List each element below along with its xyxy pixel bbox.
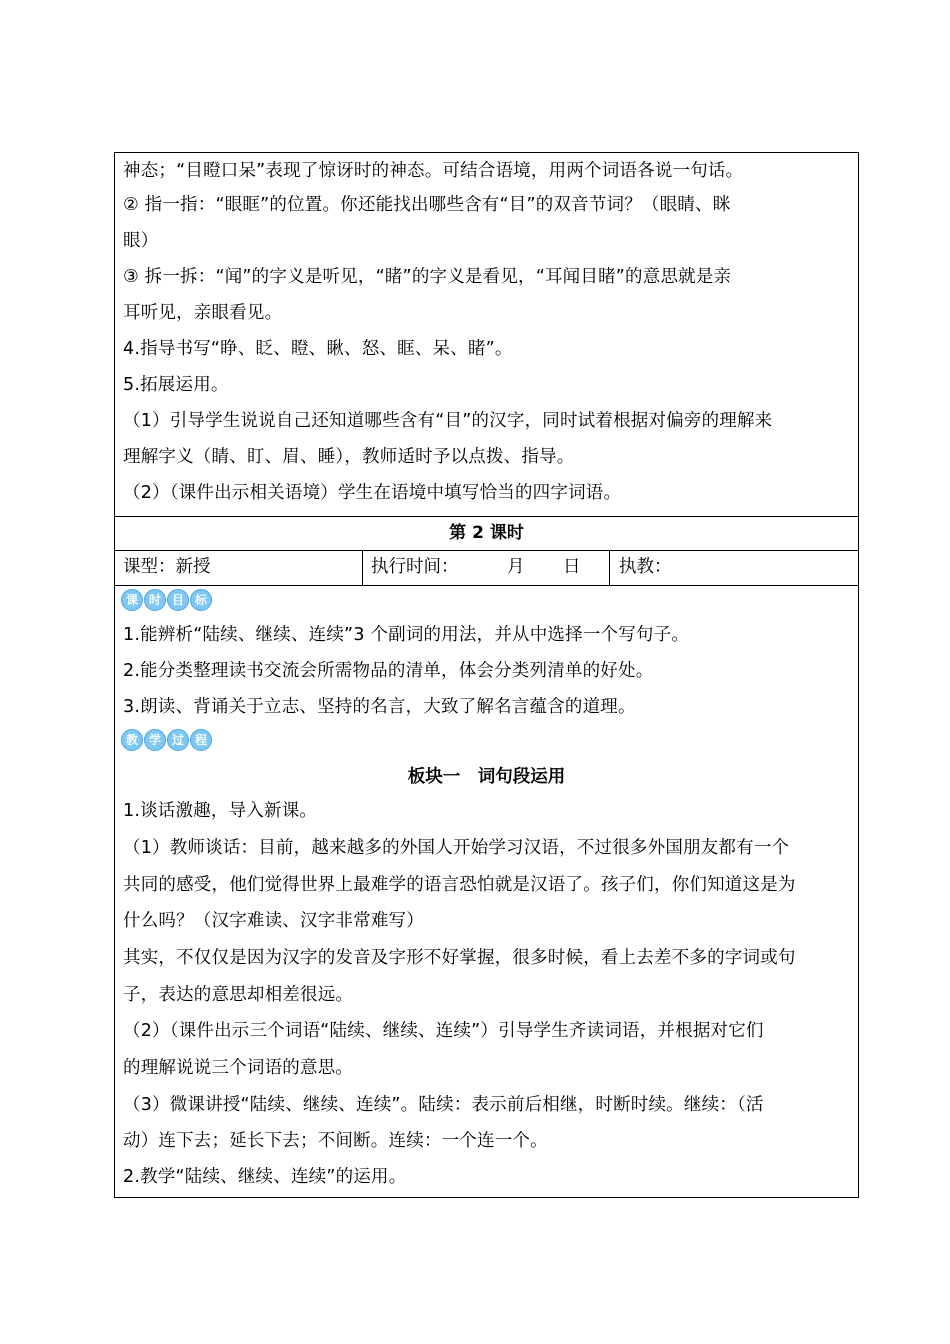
badge-char: 课 xyxy=(121,589,143,611)
text-line: （1）引导学生说说自己还知道哪些含有“目”的汉字，同时试着根据对偏旁的理解来 xyxy=(123,411,773,431)
month-label: 月 xyxy=(507,557,525,577)
process-line: 子，表达的意思却相差很远。 xyxy=(123,985,354,1005)
process-line: 的理解说说三个词语的意思。 xyxy=(123,1058,354,1078)
badge-char: 时 xyxy=(144,589,166,611)
block-title: 板块一 词句段运用 xyxy=(407,767,566,787)
text-line: ③ 拆一拆：“闻”的字义是听见，“睹”的字义是看见，“耳闻目睹”的意思就是亲 xyxy=(123,267,732,287)
badge-char: 程 xyxy=(190,729,212,751)
process-line: 2.教学“陆续、继续、连续”的运用。 xyxy=(123,1167,407,1187)
cell-divider xyxy=(609,550,610,585)
goal-item: 3.朗读、背诵关于立志、坚持的名言，大致了解名言蕴含的道理。 xyxy=(123,697,636,717)
text-line: 眼） xyxy=(123,231,159,251)
teaching-process-badge xyxy=(121,729,212,751)
lesson-title: 第 2 课时 xyxy=(449,523,524,543)
text-line: 5.拓展运用。 xyxy=(123,375,229,395)
text-line: 耳听见，亲眼看见。 xyxy=(123,303,283,323)
process-line: 什么吗？（汉字难读、汉字非常难写） xyxy=(123,911,424,931)
text-line: 4.指导书写“睁、眨、瞪、瞅、怒、眶、呆、睹”。 xyxy=(123,339,513,359)
process-line: （3）微课讲授“陆续、继续、连续”。陆续：表示前后相继，时断时续。继续：（活 xyxy=(123,1095,764,1115)
badge-char: 标 xyxy=(190,589,212,611)
process-line: 共同的感受，他们觉得世界上最难学的语言恐怕就是汉语了。孩子们，你们知道这是为 xyxy=(123,875,796,895)
process-line: 1.谈话激趣，导入新课。 xyxy=(123,801,318,821)
badge-char: 过 xyxy=(167,729,189,751)
cell-divider xyxy=(362,550,363,585)
process-line: 其实，不仅仅是因为汉字的发音及字形不好掌握，很多时候，看上去差不多的字词或句 xyxy=(123,948,796,968)
process-line: （2）（课件出示三个词语“陆续、继续、连续”）引导学生齐读词语，并根据对它们 xyxy=(123,1021,764,1041)
execution-time-label: 执行时间： xyxy=(371,557,459,577)
process-line: （1）教师谈话：目前，越来越多的外国人开始学习汉语，不过很多外国朋友都有一个 xyxy=(123,838,790,858)
process-line: 动）连下去；延长下去；不间断。连续：一个连一个。 xyxy=(123,1131,548,1151)
badge-char: 学 xyxy=(144,729,166,751)
badge-char: 教 xyxy=(121,729,143,751)
text-line: 理解字义（睛、盯、眉、睡），教师适时予以点拨、指导。 xyxy=(123,447,575,467)
text-line: （2）（课件出示相关语境）学生在语境中填写恰当的四字词语。 xyxy=(123,483,622,503)
row-divider xyxy=(115,550,858,551)
day-label: 日 xyxy=(563,557,581,577)
badge-char: 目 xyxy=(167,589,189,611)
text-line: 神态；“目瞪口呆”表现了惊讶时的神态。可结合语境，用两个词语各说一句话。 xyxy=(123,161,744,181)
row-divider xyxy=(115,585,858,586)
text-line: ② 指一指：“眼眶”的位置。你还能找出哪些含有“目”的双音节词？（眼睛、眯 xyxy=(123,195,731,215)
lesson-plan-table xyxy=(114,152,859,1198)
lesson-goals-badge xyxy=(121,589,212,611)
teacher-label: 执教： xyxy=(619,557,672,577)
lesson-type: 课型：新授 xyxy=(123,557,211,577)
goal-item: 2.能分类整理读书交流会所需物品的清单，体会分类列清单的好处。 xyxy=(123,661,654,681)
goal-item: 1.能辨析“陆续、继续、连续”3 个副词的用法，并从中选择一个写句子。 xyxy=(123,625,690,645)
